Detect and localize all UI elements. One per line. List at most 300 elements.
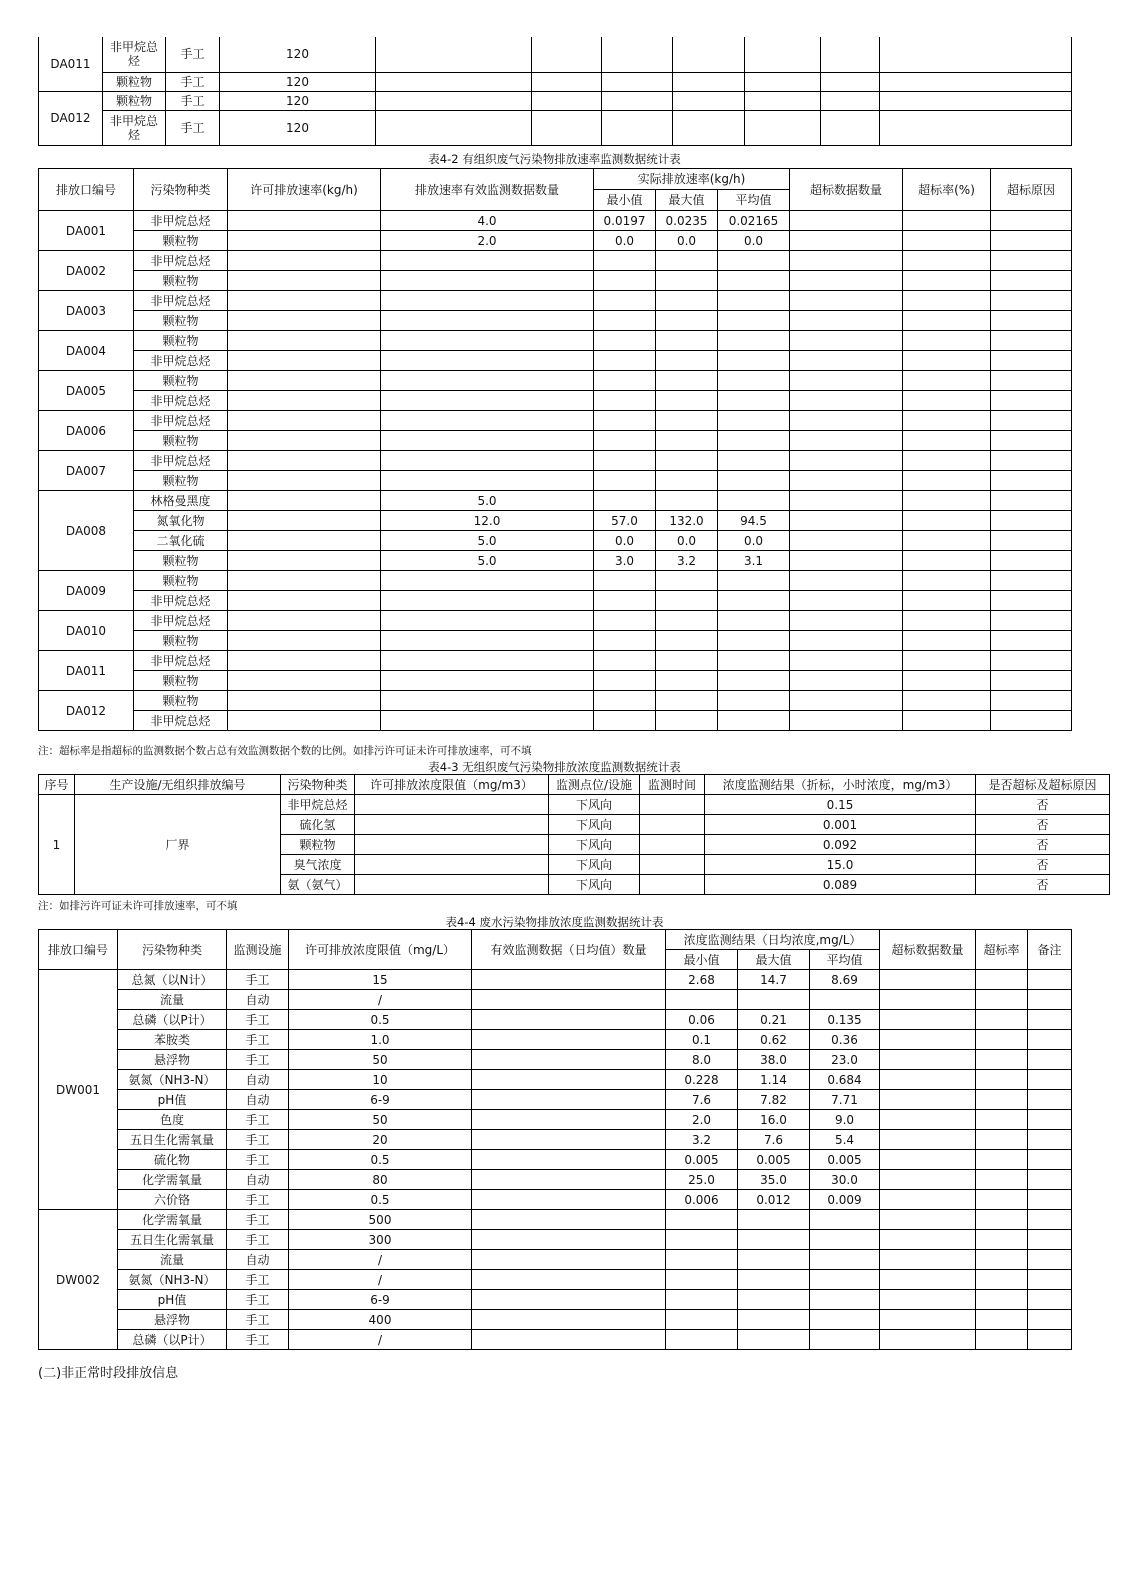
avg-cell xyxy=(810,1230,880,1250)
header-limit: 许可排放浓度限值（mg/L） xyxy=(289,930,472,970)
empty-cell xyxy=(376,37,532,72)
max-cell xyxy=(656,591,718,611)
avg-cell: 0.009 xyxy=(810,1190,880,1210)
remark-cell xyxy=(1028,1230,1072,1250)
exceed-cell: 否 xyxy=(976,815,1110,835)
min-cell: 0.228 xyxy=(666,1070,738,1090)
valid-count-cell xyxy=(472,1130,666,1150)
table-row xyxy=(39,1050,1072,1070)
exceed-count-cell xyxy=(790,471,903,491)
pollutant-cell: 苯胺类 xyxy=(118,1030,227,1050)
valid-count-cell xyxy=(381,311,594,331)
permit-rate-cell xyxy=(228,231,381,251)
header-min: 最小值 xyxy=(594,190,656,211)
permit-rate-cell xyxy=(228,691,381,711)
valid-count-cell xyxy=(472,1070,666,1090)
avg-cell: 8.69 xyxy=(810,970,880,990)
min-cell xyxy=(666,1310,738,1330)
table-row xyxy=(39,311,1072,331)
exceed-count-cell xyxy=(880,1290,976,1310)
exceed-count-cell xyxy=(880,1130,976,1150)
facility-cell: 手工 xyxy=(227,1310,289,1330)
permit-rate-cell xyxy=(228,271,381,291)
max-cell xyxy=(656,311,718,331)
table-row xyxy=(39,271,1072,291)
valid-count-cell xyxy=(472,1090,666,1110)
max-cell xyxy=(656,491,718,511)
permit-rate-cell xyxy=(228,211,381,231)
valid-count-cell: 5.0 xyxy=(381,551,594,571)
avg-cell xyxy=(718,591,790,611)
max-cell: 16.0 xyxy=(738,1110,810,1130)
table-row xyxy=(39,571,1072,591)
time-cell xyxy=(640,855,705,875)
table-row xyxy=(39,491,1072,511)
max-cell: 1.14 xyxy=(738,1070,810,1090)
max-cell: 35.0 xyxy=(738,1170,810,1190)
avg-cell xyxy=(718,611,790,631)
exceed-rate-cell xyxy=(976,1190,1028,1210)
exceed-rate-cell xyxy=(976,1030,1028,1050)
remark-cell xyxy=(1028,1110,1072,1130)
min-cell: 0.0 xyxy=(594,231,656,251)
pollutant-cell: 氮氧化物 xyxy=(134,511,228,531)
min-cell xyxy=(594,251,656,271)
table-row xyxy=(39,1010,1072,1030)
exceed-count-cell xyxy=(790,351,903,371)
limit-cell: 6-9 xyxy=(289,1090,472,1110)
permit-rate-cell xyxy=(228,451,381,471)
valid-count-cell xyxy=(472,1050,666,1070)
max-cell: 0.0 xyxy=(656,231,718,251)
empty-cell xyxy=(745,91,821,110)
exceed-rate-cell xyxy=(903,551,991,571)
min-cell: 0.006 xyxy=(666,1190,738,1210)
permit-rate-cell xyxy=(228,371,381,391)
exceed-rate-cell xyxy=(976,1270,1028,1290)
header-pollutant: 污染物种类 xyxy=(118,930,227,970)
table-row xyxy=(39,211,1072,231)
table-4-4-caption: 表4-4 废水污染物排放浓度监测数据统计表 xyxy=(445,915,664,929)
pollutant-cell: pH值 xyxy=(118,1290,227,1310)
exceed-reason-cell xyxy=(991,231,1072,251)
min-cell xyxy=(594,491,656,511)
header-point: 监测点位/设施 xyxy=(549,775,640,795)
exceed-rate-cell xyxy=(903,251,991,271)
table-row xyxy=(39,251,1072,271)
exceed-rate-cell xyxy=(903,671,991,691)
min-cell xyxy=(594,371,656,391)
avg-cell xyxy=(718,571,790,591)
permit-rate-cell xyxy=(228,471,381,491)
min-cell xyxy=(666,1210,738,1230)
empty-cell xyxy=(745,110,821,145)
pollutant-cell: 二氧化硫 xyxy=(134,531,228,551)
method-cell: 手工 xyxy=(166,72,220,91)
table-4-1-tail xyxy=(38,37,1072,146)
permit-rate-cell xyxy=(228,411,381,431)
exceed-rate-cell xyxy=(976,1130,1028,1150)
table-row xyxy=(39,431,1072,451)
exceed-count-cell xyxy=(790,511,903,531)
header-max: 最大值 xyxy=(738,950,810,970)
table-row xyxy=(39,1150,1072,1170)
limit-cell xyxy=(355,795,549,815)
empty-cell xyxy=(376,91,532,110)
max-cell: 0.005 xyxy=(738,1150,810,1170)
exceed-rate-cell xyxy=(976,1310,1028,1330)
valid-count-cell xyxy=(472,1030,666,1050)
exceed-rate-cell xyxy=(903,351,991,371)
exceed-rate-cell xyxy=(903,371,991,391)
limit-cell xyxy=(355,835,549,855)
avg-cell: 0.684 xyxy=(810,1070,880,1090)
table-row xyxy=(39,1210,1072,1230)
min-cell xyxy=(594,671,656,691)
pollutant-cell: 颗粒物 xyxy=(134,571,228,591)
valid-count-cell xyxy=(381,591,594,611)
table-row xyxy=(39,351,1072,371)
min-cell xyxy=(594,351,656,371)
exceed-reason-cell xyxy=(991,291,1072,311)
exceed-rate-cell xyxy=(903,531,991,551)
exceed-count-cell xyxy=(880,1270,976,1290)
remark-cell xyxy=(1028,1330,1072,1350)
limit-cell: 15 xyxy=(289,970,472,990)
empty-cell xyxy=(745,37,821,72)
valid-count-cell xyxy=(472,1110,666,1130)
remark-cell xyxy=(1028,1150,1072,1170)
table-row xyxy=(39,110,1072,145)
max-cell: 0.012 xyxy=(738,1190,810,1210)
table-row xyxy=(39,91,1072,110)
table-row xyxy=(39,1190,1072,1210)
empty-cell xyxy=(880,110,1072,145)
pollutant-cell: 臭气浓度 xyxy=(281,855,355,875)
pollutant-cell: 五日生化需氧量 xyxy=(118,1130,227,1150)
pollutant-cell: 氨氮（NH3-N） xyxy=(118,1270,227,1290)
avg-cell xyxy=(718,391,790,411)
facility-cell: 自动 xyxy=(227,1250,289,1270)
table-row xyxy=(39,990,1072,1010)
permit-rate-cell xyxy=(228,591,381,611)
valid-count-cell xyxy=(381,451,594,471)
exceed-reason-cell xyxy=(991,371,1072,391)
exceed-count-cell xyxy=(790,211,903,231)
valid-count-cell xyxy=(381,291,594,311)
pollutant-cell: 非甲烷总烃 xyxy=(134,651,228,671)
min-cell xyxy=(594,651,656,671)
table-row xyxy=(39,631,1072,651)
exceed-reason-cell xyxy=(991,471,1072,491)
remark-cell xyxy=(1028,970,1072,990)
no-cell: 1 xyxy=(39,795,75,895)
pollutant-cell: 颗粒物 xyxy=(134,631,228,651)
valid-count-cell xyxy=(381,351,594,371)
limit-cell: 50 xyxy=(289,1110,472,1130)
table-row xyxy=(39,691,1072,711)
exceed-reason-cell xyxy=(991,311,1072,331)
pollutant-cell: 总磷（以P计） xyxy=(118,1330,227,1350)
remark-cell xyxy=(1028,1070,1072,1090)
pollutant-cell: 非甲烷总烃 xyxy=(134,291,228,311)
exceed-rate-cell xyxy=(903,571,991,591)
facility-cell: 自动 xyxy=(227,1070,289,1090)
limit-cell: / xyxy=(289,1270,472,1290)
empty-cell xyxy=(532,91,602,110)
exceed-rate-cell xyxy=(903,491,991,511)
max-cell xyxy=(738,1310,810,1330)
exceed-reason-cell xyxy=(991,631,1072,651)
header-pollutant: 污染物种类 xyxy=(281,775,355,795)
result-cell: 0.15 xyxy=(705,795,976,815)
outlet-cell: DA008 xyxy=(39,491,134,571)
pollutant-cell: 六价铬 xyxy=(118,1190,227,1210)
exceed-cell: 否 xyxy=(976,875,1110,895)
table-row xyxy=(39,291,1072,311)
header-actual-rate: 实际排放速率(kg/h) xyxy=(594,169,790,190)
exceed-reason-cell xyxy=(991,211,1072,231)
max-cell: 0.62 xyxy=(738,1030,810,1050)
table-4-2-caption: 表4-2 有组织废气污染物排放速率监测数据统计表 xyxy=(428,152,681,166)
exceed-rate-cell xyxy=(903,511,991,531)
header-pollutant: 污染物种类 xyxy=(134,169,228,211)
empty-cell xyxy=(602,91,673,110)
max-cell xyxy=(738,1230,810,1250)
outlet-cell: DA004 xyxy=(39,331,134,371)
exceed-reason-cell xyxy=(991,271,1072,291)
table-row xyxy=(39,1330,1072,1350)
remark-cell xyxy=(1028,1170,1072,1190)
pollutant-cell: 非甲烷总烃 xyxy=(134,451,228,471)
valid-count-cell xyxy=(381,391,594,411)
max-cell xyxy=(656,391,718,411)
exceed-count-cell xyxy=(790,291,903,311)
pollutant-cell: 颗粒物 xyxy=(134,231,228,251)
facility-cell: 手工 xyxy=(227,1050,289,1070)
table-row xyxy=(39,551,1072,571)
exceed-reason-cell xyxy=(991,451,1072,471)
header-exceed-reason: 超标原因 xyxy=(991,169,1072,211)
exceed-rate-cell xyxy=(976,1150,1028,1170)
limit-cell: 80 xyxy=(289,1170,472,1190)
exceed-rate-cell xyxy=(903,611,991,631)
table-4-4 xyxy=(38,929,1072,1350)
limit-cell: 10 xyxy=(289,1070,472,1090)
avg-cell xyxy=(810,1290,880,1310)
min-cell xyxy=(594,691,656,711)
facility-cell: 手工 xyxy=(227,1130,289,1150)
exceed-count-cell xyxy=(790,271,903,291)
min-cell xyxy=(666,1270,738,1290)
permit-rate-cell xyxy=(228,351,381,371)
time-cell xyxy=(640,835,705,855)
exceed-rate-cell xyxy=(903,311,991,331)
valid-count-cell xyxy=(381,331,594,351)
point-cell: 下风向 xyxy=(549,835,640,855)
max-cell xyxy=(738,1210,810,1230)
remark-cell xyxy=(1028,1130,1072,1150)
avg-cell: 23.0 xyxy=(810,1050,880,1070)
remark-cell xyxy=(1028,1290,1072,1310)
pollutant-cell: 非甲烷总烃 xyxy=(134,351,228,371)
exceed-count-cell xyxy=(880,1110,976,1130)
pollutant-cell: 非甲烷总烃 xyxy=(103,37,166,72)
avg-cell xyxy=(718,491,790,511)
pollutant-cell: 流量 xyxy=(118,1250,227,1270)
pollutant-cell: 硫化氢 xyxy=(281,815,355,835)
pollutant-cell: 非甲烷总烃 xyxy=(134,391,228,411)
valid-count-cell: 2.0 xyxy=(381,231,594,251)
valid-count-cell: 5.0 xyxy=(381,531,594,551)
exceed-rate-cell xyxy=(976,1050,1028,1070)
remark-cell xyxy=(1028,1250,1072,1270)
pollutant-cell: 氨氮（NH3-N） xyxy=(118,1070,227,1090)
min-cell xyxy=(594,311,656,331)
header-exceed: 是否超标及超标原因 xyxy=(976,775,1110,795)
min-cell xyxy=(666,1230,738,1250)
avg-cell xyxy=(810,1270,880,1290)
table-4-2 xyxy=(38,168,1072,731)
header-outlet: 排放口编号 xyxy=(39,930,118,970)
exceed-count-cell xyxy=(790,431,903,451)
empty-cell xyxy=(376,72,532,91)
table-row xyxy=(39,391,1072,411)
exceed-rate-cell xyxy=(976,970,1028,990)
avg-cell xyxy=(718,671,790,691)
exceed-reason-cell xyxy=(991,431,1072,451)
table-row xyxy=(39,331,1072,351)
outlet-cell: DA010 xyxy=(39,611,134,651)
facility-cell: 手工 xyxy=(227,1110,289,1130)
pollutant-cell: 流量 xyxy=(118,990,227,1010)
avg-cell xyxy=(718,251,790,271)
header-exceed-rate: 超标率(%) xyxy=(903,169,991,211)
max-cell xyxy=(738,990,810,1010)
section-title: (二)非正常时段排放信息 xyxy=(38,1366,179,1381)
pollutant-cell: 非甲烷总烃 xyxy=(103,110,166,145)
table-row xyxy=(39,651,1072,671)
remark-cell xyxy=(1028,1090,1072,1110)
exceed-reason-cell xyxy=(991,511,1072,531)
avg-cell xyxy=(718,651,790,671)
empty-cell xyxy=(821,72,880,91)
pollutant-cell: 总磷（以P计） xyxy=(118,1010,227,1030)
permit-rate-cell xyxy=(228,611,381,631)
valid-count-cell xyxy=(472,1190,666,1210)
point-cell: 下风向 xyxy=(549,795,640,815)
exceed-count-cell xyxy=(880,1230,976,1250)
table-row xyxy=(39,1110,1072,1130)
header-exceed-rate: 超标率 xyxy=(976,930,1028,970)
permit-rate-cell xyxy=(228,571,381,591)
valid-count-cell xyxy=(472,1210,666,1230)
avg-cell xyxy=(718,371,790,391)
max-cell xyxy=(656,671,718,691)
header-exceed-count: 超标数据数量 xyxy=(880,930,976,970)
max-cell: 0.0 xyxy=(656,531,718,551)
valid-count-cell xyxy=(472,970,666,990)
exceed-reason-cell xyxy=(991,491,1072,511)
pollutant-cell: 林格曼黑度 xyxy=(134,491,228,511)
exceed-reason-cell xyxy=(991,591,1072,611)
max-cell: 0.21 xyxy=(738,1010,810,1030)
avg-cell xyxy=(718,711,790,731)
exceed-rate-cell xyxy=(903,651,991,671)
exceed-rate-cell xyxy=(976,1330,1028,1350)
max-cell xyxy=(738,1330,810,1350)
result-cell: 0.092 xyxy=(705,835,976,855)
avg-cell xyxy=(718,431,790,451)
method-cell: 手工 xyxy=(166,37,220,72)
empty-cell xyxy=(880,37,1072,72)
exceed-reason-cell xyxy=(991,691,1072,711)
avg-cell xyxy=(810,1250,880,1270)
min-cell xyxy=(666,1250,738,1270)
avg-cell: 0.135 xyxy=(810,1010,880,1030)
permit-rate-cell xyxy=(228,331,381,351)
exceed-count-cell xyxy=(880,1050,976,1070)
facility-cell: 手工 xyxy=(227,1270,289,1290)
min-cell: 3.2 xyxy=(666,1130,738,1150)
valid-count-cell xyxy=(472,1290,666,1310)
table-4-3 xyxy=(38,774,1110,895)
avg-cell xyxy=(810,1330,880,1350)
exceed-count-cell xyxy=(790,251,903,271)
header-remark: 备注 xyxy=(1028,930,1072,970)
table-row xyxy=(39,711,1072,731)
valid-count-cell: 12.0 xyxy=(381,511,594,531)
exceed-rate-cell xyxy=(976,1110,1028,1130)
valid-count-cell xyxy=(472,1230,666,1250)
table-row xyxy=(39,1030,1072,1050)
header-facility: 监测设施 xyxy=(227,930,289,970)
result-cell: 0.089 xyxy=(705,875,976,895)
exceed-count-cell xyxy=(790,411,903,431)
empty-cell xyxy=(821,37,880,72)
exceed-rate-cell xyxy=(976,1070,1028,1090)
min-cell xyxy=(666,1330,738,1350)
method-cell: 手工 xyxy=(166,91,220,110)
time-cell xyxy=(640,795,705,815)
max-cell xyxy=(656,451,718,471)
avg-cell xyxy=(718,451,790,471)
max-cell xyxy=(656,411,718,431)
header-valid-count: 有效监测数据（日均值）数量 xyxy=(472,930,666,970)
exceed-rate-cell xyxy=(976,1090,1028,1110)
valid-count-cell xyxy=(472,1310,666,1330)
table-4-2-note: 注：超标率是指超标的监测数据个数占总有效监测数据个数的比例。如排污许可证未许可排放速率，可不填 xyxy=(38,745,532,757)
exceed-count-cell xyxy=(790,491,903,511)
outlet-cell: DA002 xyxy=(39,251,134,291)
valid-count-cell xyxy=(472,1330,666,1350)
limit-cell: 0.5 xyxy=(289,1010,472,1030)
header-no: 序号 xyxy=(39,775,75,795)
exceed-rate-cell xyxy=(903,631,991,651)
exceed-count-cell xyxy=(790,331,903,351)
exceed-rate-cell xyxy=(976,1170,1028,1190)
pollutant-cell: 颗粒物 xyxy=(103,91,166,110)
exceed-count-cell xyxy=(880,970,976,990)
pollutant-cell: 颗粒物 xyxy=(134,271,228,291)
exceed-rate-cell xyxy=(976,1010,1028,1030)
exceed-rate-cell xyxy=(903,471,991,491)
limit-cell: 300 xyxy=(289,1230,472,1250)
min-cell: 7.6 xyxy=(666,1090,738,1110)
outlet-cell: DA011 xyxy=(39,37,103,91)
min-cell: 0.005 xyxy=(666,1150,738,1170)
max-cell xyxy=(738,1270,810,1290)
